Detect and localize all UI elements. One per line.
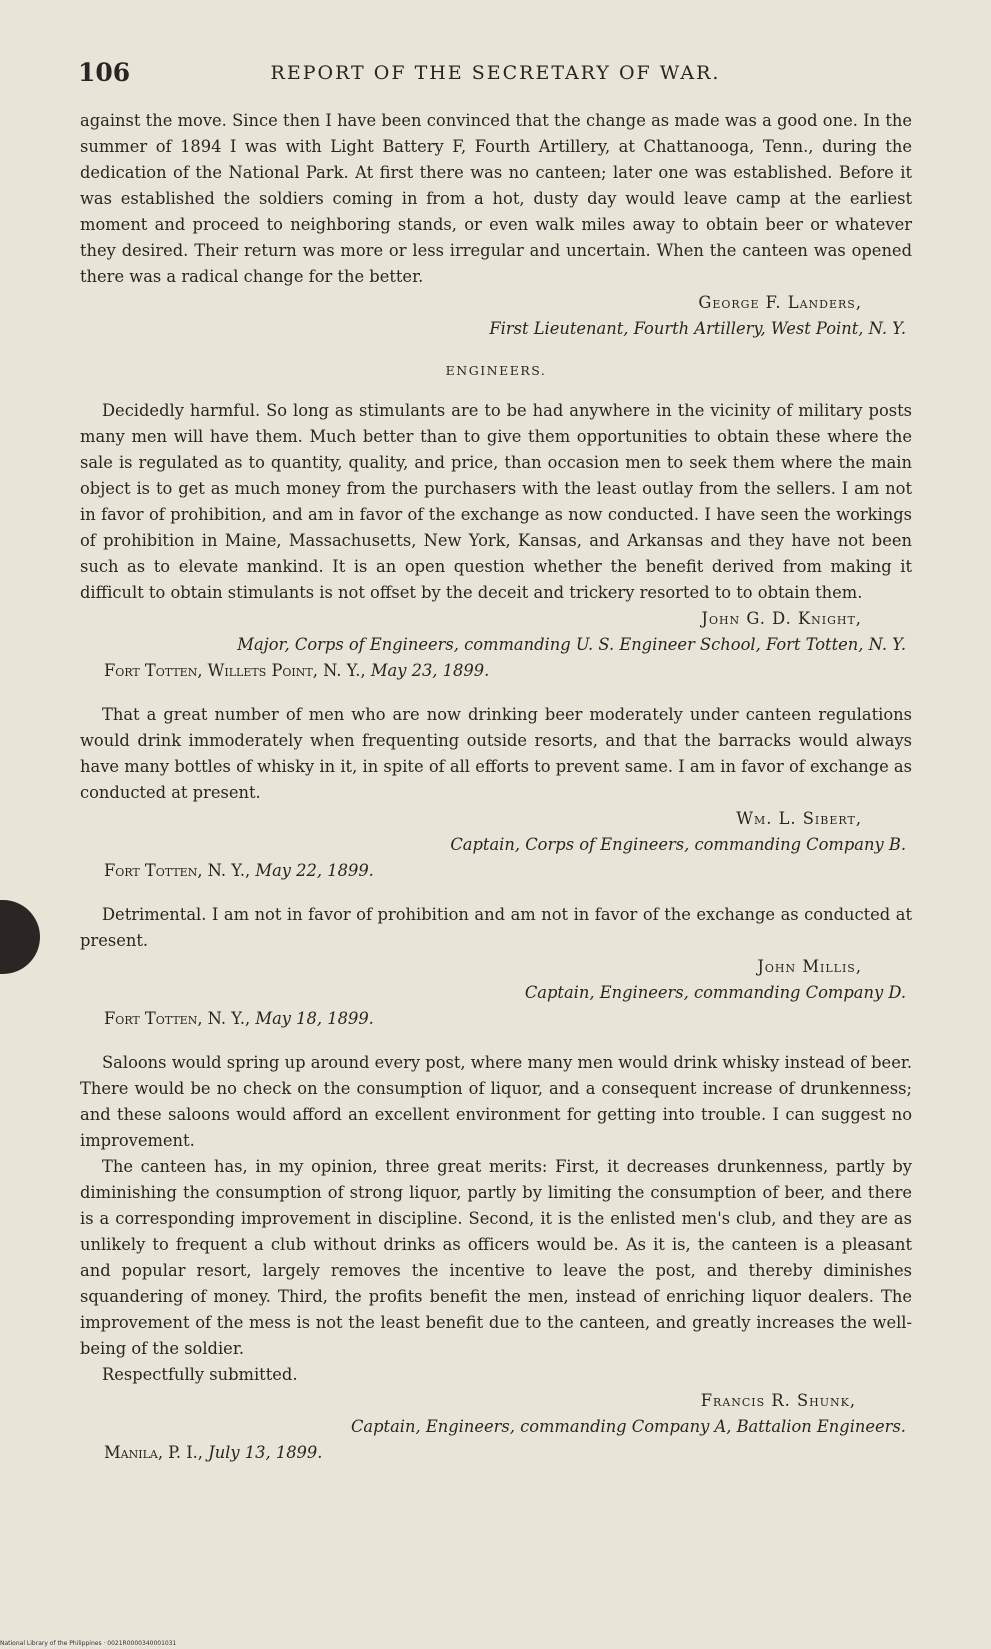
millis-statement: Detrimental. I am not in favor of prohibition and am not in favor of the exchange as conducted at present. xyxy=(80,905,912,950)
running-head: REPORT OF THE SECRETARY OF WAR. xyxy=(270,62,721,84)
shunk-statement-1: Saloons would spring up around every post, where many men would drink whisky instead of beer. There would be no check on the consumption of liquor, and a consequent increase of drunkenness; and these saloons would afford an excellent environment for getting into trouble. I can suggest no improvement. xyxy=(80,1053,912,1150)
knight-place-date xyxy=(80,658,912,684)
knight-date: May 23, 1899. xyxy=(370,661,490,680)
page-header xyxy=(78,58,913,88)
landers-signature-title: First Lieutenant, Fourth Artillery, West Point, N. Y. xyxy=(489,319,906,338)
sibert-place-date xyxy=(80,858,912,884)
page-body xyxy=(80,108,912,1466)
landers-statement: against the move. Since then I have been convinced that the change as made was a good one. In the summer of 1894 I was with Light Battery F, Fourth Artillery, at Chattanooga, Tenn., during the dedication of the National Park. At first there was no canteen; later one was established. Before it was established the soldiers coming in from a hot, dusty day would leave camp at the earliest moment and proceed to neighboring stands, or even walk miles away to obtain beer or whatever they desired. Their return was more or less irregular and uncertain. When the canteen was opened there was a radical change for the better. xyxy=(80,111,912,286)
millis-date: May 18, 1899. xyxy=(255,1009,374,1028)
shunk-date: July 13, 1899. xyxy=(208,1443,323,1462)
section-heading: ENGINEERS. xyxy=(445,363,547,378)
sibert-signature-name: Wm. L. Sibert, xyxy=(736,809,862,828)
shunk-statement-2: The canteen has, in my opinion, three great merits: First, it decreases drunkenness, partly by diminishing the consumption of strong liquor, partly by limiting the consumption of beer, and there is a corresponding improvement in discipline. Second, it is the enlisted men's club, and they are as unlikely to frequent a club without drinks as officers would be. As it is, the canteen is a pleasant and popular resort, largely removes the incentive to leave the post, and thereby diminishes squandering of money. Third, the profits benefit the men, instead of enriching liquor dealers. The improvement of the mess is not the least benefit due to the canteen, and greatly increases the well-being of the soldier. xyxy=(80,1157,912,1358)
knight-statement: Decidedly harmful. So long as stimulants are to be had anywhere in the vicinity of military posts many men will have them. Much better than to give them opportunities to obtain these where the sale is regulated as to quantity, quality, and price, than occasion men to seek them where the main object is to get as much money from the purchasers with the least outlay from the sellers. I am not in favor of prohibition, and am in favor of the exchange as now conducted. I have seen the workings of prohibition in Maine, Massachusetts, New York, Kansas, and Arkansas and they have not been such as to elevate mankind. It is an open question whether the benefit derived from making it difficult to obtain stimulants is not offset by the deceit and trickery resorted to to obtain them. xyxy=(80,401,912,602)
millis-place: Fort Totten, N. Y., xyxy=(104,1009,251,1028)
sibert-place: Fort Totten, N. Y., xyxy=(104,861,251,880)
sibert-date: May 22, 1899. xyxy=(255,861,374,880)
shunk-place: Manila, P. I., xyxy=(104,1443,203,1462)
scan-footer: National Library of the Philippines · 0021R0000340001031 xyxy=(0,1640,177,1647)
shunk-place-date xyxy=(80,1440,912,1466)
page-edge-shadow xyxy=(0,900,40,974)
knight-signature-title: Major, Corps of Engineers, commanding U. S. Engineer School, Fort Totten, N. Y. xyxy=(237,635,906,654)
shunk-closing: Respectfully submitted. xyxy=(102,1365,298,1384)
millis-place-date xyxy=(80,1006,912,1032)
sibert-signature-title: Captain, Corps of Engineers, commanding Company B. xyxy=(450,835,906,854)
sibert-statement: That a great number of men who are now drinking beer moderately under canteen regulations would drink immoderately when frequenting outside resorts, and that the barracks would always have many bottles of whisky in it, in spite of all efforts to prevent same. I am in favor of exchange as conducted at present. xyxy=(80,705,912,802)
millis-signature-title: Captain, Engineers, commanding Company D. xyxy=(524,983,906,1002)
shunk-signature-title: Captain, Engineers, commanding Company A, Battalion Engineers. xyxy=(350,1417,906,1436)
knight-place: Fort Totten, Willets Point, N. Y., xyxy=(104,661,366,680)
millis-signature-name: John Millis, xyxy=(757,957,862,976)
knight-signature-name: John G. D. Knight, xyxy=(701,609,862,628)
landers-signature-name: George F. Landers, xyxy=(698,293,862,312)
page-number: 106 xyxy=(78,58,131,87)
shunk-signature-name: Francis R. Shunk, xyxy=(700,1391,856,1410)
